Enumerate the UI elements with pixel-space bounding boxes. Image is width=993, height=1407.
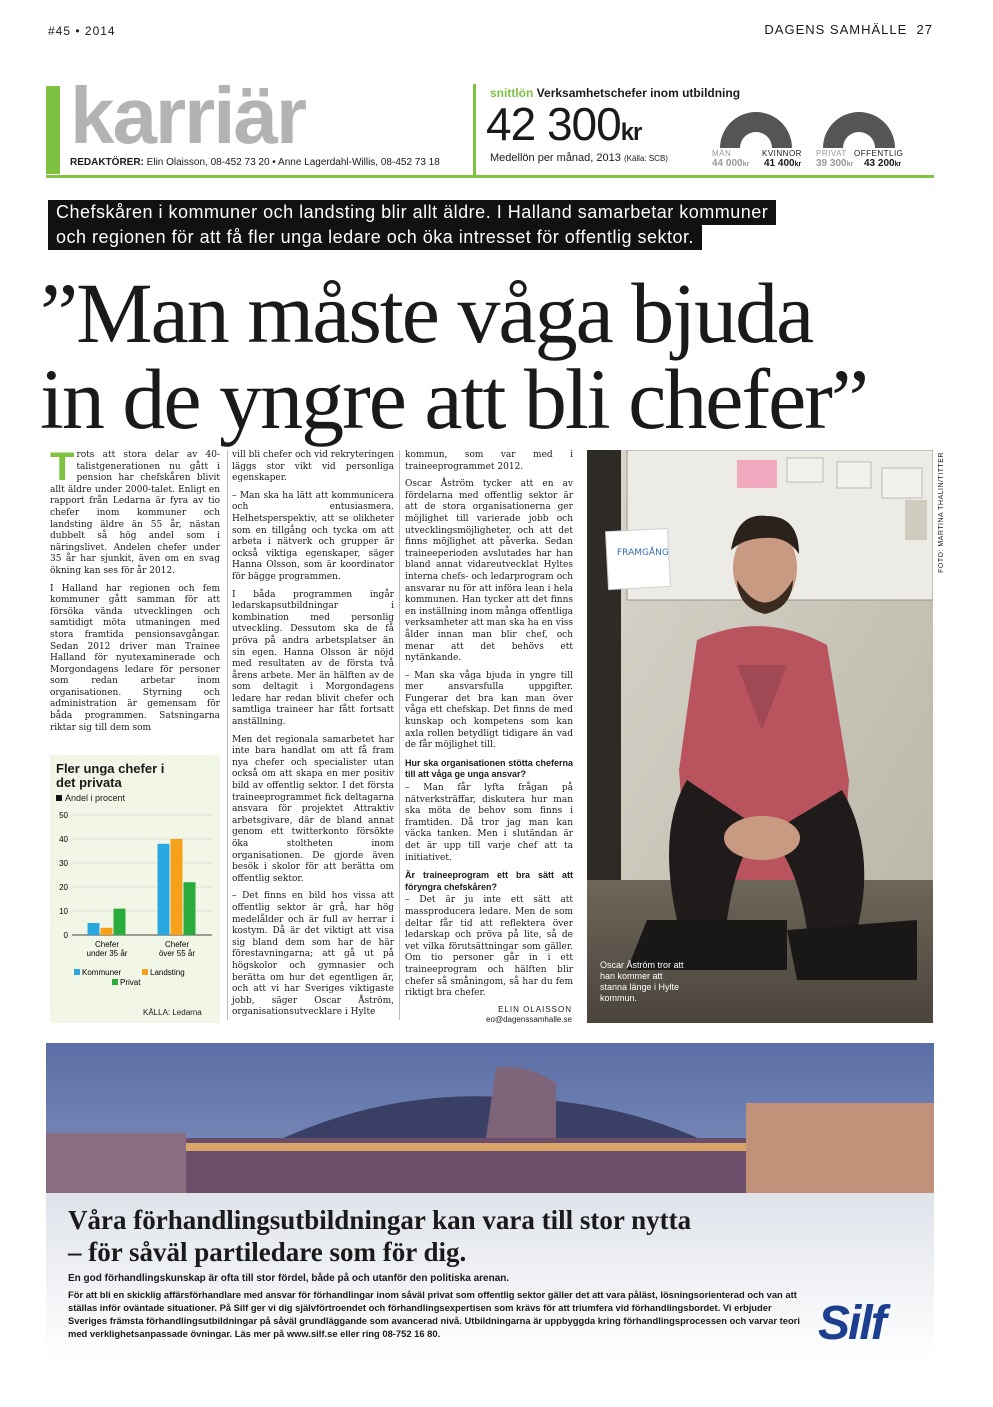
salary-value — [486, 98, 642, 150]
chart-tick-label: 50 — [59, 811, 68, 820]
gauge-sector-right-label: OFFENTLIG — [854, 149, 904, 158]
chart-category-label: Chefer — [164, 940, 190, 949]
ad-lead: En god förhandlingskunskap är ofta till stor fördel, både på och utanför den politiska arenan. — [68, 1273, 510, 1284]
chart-tick-label: 30 — [59, 859, 68, 868]
salary-number: 42 300 — [486, 98, 621, 150]
article-column-3 — [405, 450, 573, 1006]
ad-headline-line-1: Våra förhandlingsutbildningar kan vara till stor nytta — [68, 1205, 692, 1235]
article-paragraph: Men det regionala samarbetet har inte bara handlat om att få fram nya chefer och specialister utan också om att skapa en mer positiv bild av offentlig sektor. I det första traineeprogrammet fick deltagarna ansvara för projektet Attraktiv arbetsgivare, där de bland annat genom ett twitterkonto försökte öka stoltheten inom organisationen. De gjorde även besök i skolor för att berätta om offentlig sektor. — [232, 734, 394, 884]
chart-legend-label: Kommuner — [82, 968, 122, 977]
interview-question: Hur ska organisationen stötta cheferna till att våga ge unga ansvar? — [405, 757, 573, 780]
chart-category-label: Chefer — [94, 940, 120, 949]
headline-line-2: in de yngre att bli chefer” — [40, 351, 868, 447]
chart-bar — [158, 844, 170, 935]
article-text: rots att stora delar av 40-talistgenerationen nu gått i pension har chefskåren blivit allt äldre under 2000-talet. Enligt en rapport från Ledarna är fyra av tio chefer inom kommuner och landsting äldre än 55 år, nästan dubbelt så hög andel som i näringslivet. Andelen chefer under 35 år har sjunkit, även om en svag ökning kan ses för år 2012. — [50, 450, 220, 576]
gauge-gender-right-label: KVINNOR — [762, 149, 802, 158]
chart-ylabel-text: Andel i procent — [65, 793, 126, 803]
gauge-gender-left-unit: kr — [742, 161, 750, 168]
author-name: ELIN OLAISSON — [498, 1005, 572, 1014]
author-byline — [400, 1005, 572, 1025]
gauge-sector-left-label: PRIVAT — [816, 149, 847, 158]
paper-name — [764, 22, 933, 37]
chart-ylabel — [56, 793, 125, 803]
gauge-gender — [715, 106, 797, 150]
interview-question: Är traineeprogram ett bra sätt att föryngra chefskåren? — [405, 870, 573, 892]
column-divider — [399, 450, 400, 1020]
gauge-gender-left-number: 44 000 — [712, 158, 743, 169]
article-paragraph: kommun, som var med i traineeprogrammet 2012. — [405, 450, 573, 472]
chart-tick-label: 20 — [59, 883, 68, 892]
gauge-gender-right-value — [764, 158, 801, 169]
salary-source: (Källa: SCB) — [623, 154, 668, 163]
article-paragraph: vill bli chefer och vid rekryteringen läggs stor vikt vid personliga egenskaper. — [232, 450, 394, 484]
photo-caption: Oscar Åström tror att han kommer att stanna länge i Hylte kommun. — [600, 960, 684, 1003]
headline — [40, 265, 940, 447]
chart-category-label: över 55 år — [158, 949, 196, 958]
intro-line-1: Chefskåren i kommuner och landsting blir allt äldre. I Halland samarbetar kommuner — [48, 200, 776, 225]
bar-chart — [50, 805, 220, 1010]
chart-legend-swatch — [142, 969, 148, 975]
header-divider — [473, 84, 476, 176]
chart-tick-label: 10 — [59, 907, 68, 916]
photo-credit: FOTO: MARTINA THALIN/TITTER — [938, 452, 945, 573]
gauge-sector-left-unit: kr — [846, 161, 854, 168]
chart-title: Fler unga chefer i det privata — [56, 761, 165, 790]
chart-bar — [184, 882, 196, 935]
article-paragraph: I Halland har regionen och fem kommuner gått samman för att försöka vända utvecklingen och samtidigt möta utmaningen med stora framtida pensionsavgångar. Sedan 2012 driver man Trainee Halland för nyutexaminerade och Morgondagens ledare för personer som redan arbetar inom organisationen. Styrning och administration är gemensam för båda programmen. Satsningarna riktar sig till dem som — [50, 583, 220, 733]
article-paragraph: – Det finns en bild hos vissa att offentlig sektor är grå, har hög medelålder och är full av herrar i kostym. Då är det viktigt att visa sig bland dem som har de här förestavningarna; att gå ut på högskolor och gymnasier och berätta om hur det egentligen är, och att vi har Sveriges viktigaste jobb, säger Oscar Åström, organisationsutvecklare i Hylte — [232, 891, 394, 1018]
chart-legend-label: Landsting — [150, 968, 185, 977]
chart-source: KÄLLA: Ledarna — [143, 1008, 202, 1017]
gauge-sector-arc — [823, 112, 895, 148]
salary-tag: snittlön — [490, 86, 534, 100]
gauge-sector-right-unit: kr — [894, 161, 902, 168]
chart-bar — [88, 923, 100, 935]
gauge-gender-left-label: MÄN — [712, 149, 732, 158]
article-column-2 — [232, 450, 394, 1025]
article-paragraph: – Man får lyfta frågan på nätverksträffar, diskutera hur man ska möta de behov som finns i framtiden. Då tror jag man kan väcka tanken. Men i slutändan är det är upp till varje chef att ta initiativet. — [405, 783, 573, 863]
silf-logo[interactable]: Silf — [818, 1297, 885, 1350]
article-paragraph — [50, 445, 220, 578]
article-paragraph: – Man ska ha lätt att kommunicera och entusiasmera. Helhetsperspektiv, att se olikheter som en tillgång och tycka om att arbeta i nätverk och grupper är också viktiga egenskaper, säger Hanna Olsson, som är koordinator för bägge programmen. — [232, 490, 394, 582]
chart-legend-label: Privat — [120, 978, 141, 987]
gauge-sector-right-value — [864, 158, 901, 169]
salary-unit: kr — [620, 119, 642, 146]
column-divider — [227, 450, 228, 1020]
chart-bar — [171, 839, 183, 935]
salary-caption — [490, 152, 668, 164]
gauge-gender-right-unit: kr — [794, 161, 802, 168]
salary-subject: Verksamhetschefer inom utbildning — [536, 86, 741, 100]
editors-label: REDAKTÖRER: — [70, 157, 144, 168]
editors-line — [70, 157, 440, 168]
article-paragraph: I båda programmen ingår ledarskapsutbildningar i kombination med personlig utveckling. Dessutom ska de få pröva på andra arbetsplatser än sin egen. Hanna Olsson är nöjd med resultaten av de första två årens arbete. Mer än hälften av de som deltagit i Morgondagens ledare har redan blivit chefer och samtliga traineer har fått fortsatt anställning. — [232, 589, 394, 728]
gauge-sector-right-number: 43 200 — [864, 158, 895, 169]
chart-legend-swatch — [112, 979, 118, 985]
article-paragraph: – Det är ju inte ett sätt att massproducera ledare. Men de som deltar får tid att reflektera över ledarskap och pröva på lite, så de vet vilka förutsättningar som gäller. Om tio personer går in i ett traineeprogram och hälften blir chefer så småningom, så har du fem riktigt bra chefer. — [405, 895, 573, 999]
chart-legend-swatch — [74, 969, 80, 975]
intro-line-2: och regionen för att få fler unga ledare och öka intresset för offentlig sektor. — [48, 225, 702, 250]
ad-body: För att bli en skicklig affärsförhandlare med ansvar för förhandlingar inom såväl privat som offentlig sektor gäller det att vara påläst, lösningsorienterad och van att ställas inför oväntade situationer. På Silf ger vi dig självförtroendet och förhandlingsexpertisen som krävs för att triumfera vid förhandlingsbordet. Vi erbjuder Sveriges främsta förhandlingsutbildningar på såväl grundläggande som avancerad nivå. Utbildningarna är uppbyggda kring förhandlingsprocessen och varvar teori med verklighetsanpassade övningar. Läs mer på www.silf.se eller ring 08-752 16 80. — [68, 1289, 800, 1339]
portrait-photo — [587, 450, 933, 1023]
gauge-gender-arc — [720, 112, 792, 148]
chart-tick-label: 0 — [63, 931, 68, 940]
gauge-sector — [818, 106, 900, 150]
header-rule — [46, 175, 934, 178]
article-column-1 — [50, 445, 220, 740]
section-title: karriär — [70, 71, 306, 160]
chart-tick-label: 40 — [59, 835, 68, 844]
gauge-sector-left-value — [816, 158, 853, 169]
editors-text: Elin Olaisson, 08-452 73 20 • Anne Lagerdahl-Willis, 08-452 73 18 — [146, 157, 440, 168]
article-paragraph: Oscar Åström tycker att en av fördelarna med offentlig sektor är att de stora organisationerna ger möjlighet till varierade jobb och utvecklingsmöjligheter, och att det finns möjlighet att påverka. Sedan traineeperioden avslutades har han bland annat vidareutvecklat Hyltes interna chefs- och ledarprogram och ansvarar nu för att införa lean i hela kommunen. Han tycker att det finns en inställning inom många offentliga verksamheter att man ska ha en viss ålder innan man blir chef, och menar att det behövs ett nytänkande. — [405, 479, 573, 664]
issue-number: #45 • 2014 — [48, 24, 116, 38]
chart-bar — [101, 928, 113, 935]
author-email[interactable]: eo@dagenssamhalle.se — [486, 1015, 572, 1024]
chart-bar — [114, 909, 126, 935]
portrait-illustration — [587, 450, 933, 1023]
ad-headline — [68, 1204, 691, 1268]
section-accent-bar — [46, 86, 60, 174]
gauge-sector-left-number: 39 300 — [816, 158, 847, 169]
page-number: 27 — [916, 22, 933, 37]
ylabel-swatch — [56, 795, 62, 801]
drop-cap: T — [50, 445, 75, 489]
article-paragraph: – Man ska våga bjuda in yngre till mer ansvarsfulla uppgifter. Fungerar det bra kan man över våga ett chefskap. Det finns de med kunskap och kompetens som kan axla rollen betydligt tidigare än vad de får möjlighet till. — [405, 670, 573, 751]
gauge-gender-left-value — [712, 158, 749, 169]
ad-headline-line-2: – för såväl partiledare som för dig. — [68, 1237, 467, 1267]
gauge-gender-right-number: 41 400 — [764, 158, 795, 169]
salary-caption-text: Medellön per månad, 2013 — [490, 152, 621, 164]
paper-title: DAGENS SAMHÄLLE — [764, 22, 908, 37]
chart-category-label: under 35 år — [86, 949, 128, 958]
headline-line-1: ”Man måste våga bjuda — [40, 265, 813, 361]
sign-text: FRAMGÅNG — [617, 548, 669, 558]
